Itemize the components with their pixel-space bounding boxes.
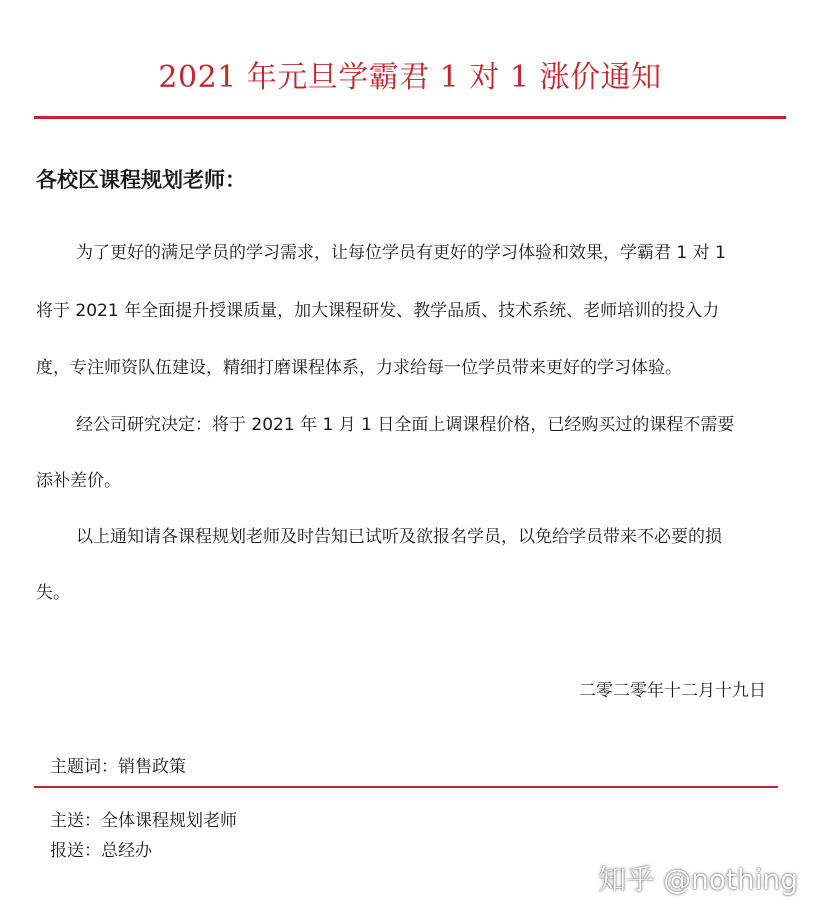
page-title: 2021 年元旦学霸君 1 对 1 涨价通知 [158,60,662,95]
watermark: 知乎 @nothing [598,863,798,896]
paragraph-2-line-1: 经公司研究决定：将于 2021 年 1 月 1 日全面上调课程价格，已经购买过的课程不需要 [76,415,735,435]
issue-date: 二零二零年十二月十九日 [579,681,766,701]
salutation: 各校区课程规划老师： [36,168,246,192]
paragraph-3-line-1: 以上通知请各课程规划老师及时告知已试听及欲报名学员，以免给学员带来不必要的损 [76,527,722,547]
paragraph-1-line-3: 度，专注师资队伍建设，精细打磨课程体系，力求给每一位学员带来更好的学习体验。 [36,358,682,378]
report-to: 报送：总经办 [50,841,152,861]
paragraph-2-line-2: 添补差价。 [36,471,121,491]
paragraph-1-line-1: 为了更好的满足学员的学习需求，让每位学员有更好的学习体验和效果，学霸君 1 对 1 [76,243,726,263]
send-to: 主送：全体课程规划老师 [50,811,237,831]
footer-divider [34,786,778,788]
title-divider [34,116,786,119]
keywords: 主题词：销售政策 [50,757,186,777]
paragraph-1-line-2: 将于 2021 年全面提升授课质量，加大课程研发、教学品质、技术系统、老师培训的投入力 [36,301,720,321]
paragraph-3-line-2: 失。 [36,583,70,603]
